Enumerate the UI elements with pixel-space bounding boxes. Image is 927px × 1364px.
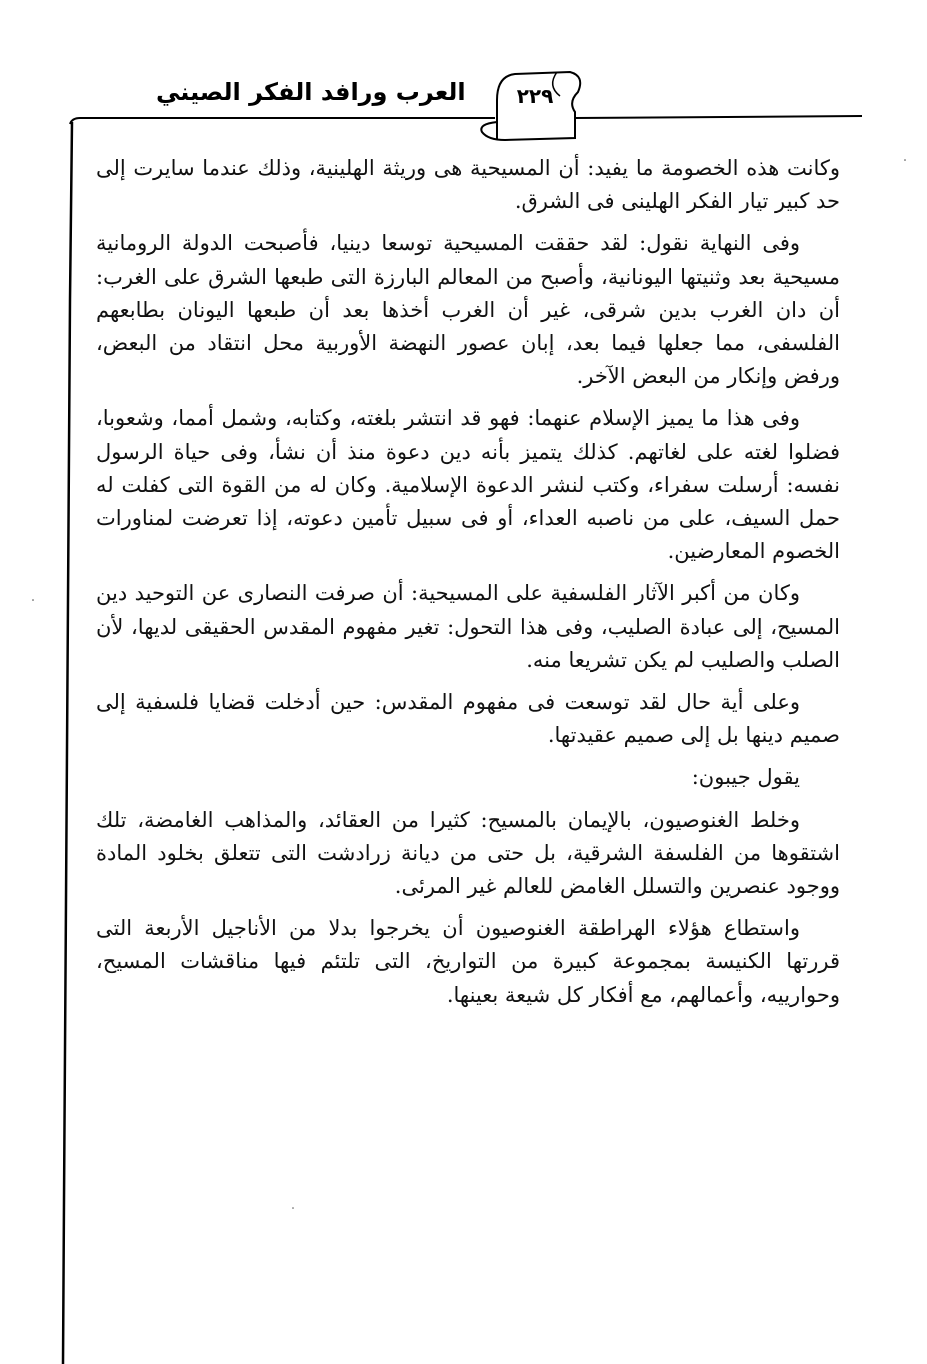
running-book-title: العرب ورافد الفكر الصيني	[156, 78, 466, 106]
paragraph: واستطاع هؤلاء الهراطقة الغنوصيون أن يخرجوا بدلا من الأناجيل الأربعة التى قررتها الكنيسة بمجموعة كبيرة من التواريخ، التى تلتئم فيها مناقشات المسيح، وحوارييه، وأعمالهم، مع أفكار كل شيعة بعينها.	[96, 916, 840, 1007]
body-text	[96, 152, 840, 1021]
paragraph: وعلى أية حال لقد توسعت فى مفهوم المقدس: حين أدخلت قضايا فلسفية إلى صميم دينها بل إلى صميم عقيدتها.	[96, 690, 840, 748]
paragraph: وفى هذا ما يميز الإسلام عنهما: فهو قد انتشر بلغته، وكتابه، وشمل أمما، وشعوبا، فضلوا لغته على لغاتهم. كذلك يتميز بأنه دين دعوة منذ أن نشأ، وفى حياة الرسول نفسه: أرسلت سفراء، وكتب لنشر الدعوة الإسلامية. وكان له من القوة التى كفلت له حمل السيف، على من ناصبه العداء، أو فى سبيل تأمين دعوته، إذا تعرضت لمناورات الخصوم المعارضين.	[96, 406, 840, 564]
paragraph: وخلط الغنوصيون، بالإيمان بالمسيح: كثيرا من العقائد، والمذاهب الغامضة، تلك اشتقوها من الفلسفة الشرقية، بل حتى من ديانة زرادشت التى تتعلق بخلود المادة ووجود عنصرين والتسلل الغامض للعالم غير المرئى.	[96, 807, 840, 899]
paragraph: يقول جيبون:	[691, 765, 800, 790]
paragraph: وفى النهاية نقول: لقد حققت المسيحية توسعا دينيا، فأصبحت الدولة الرومانية مسيحية بعد وثنيتها اليونانية، وأصبح من المعالم البارزة التى طبعها الشرق على الغرب: أن دان الغرب بدين شرقى، غير أن الغرب أخذها بعد أن طبعها اليونان بطابعهم الفلسفى، مما جعلها فيما بعد، إبان عصور النهضة الأوربية محل انتقاد من البعض، ورفض وإنكار من البعض الآخر.	[96, 231, 840, 389]
page-number: ٢٢٩	[516, 84, 554, 108]
paragraph: وكانت هذه الخصومة ما يفيد: أن المسيحية هى وريثة الهلينية، وذلك عندما سايرت إلى حد كبير تيار الفكر الهلينى فى الشرق.	[96, 156, 840, 214]
page-header	[70, 66, 860, 146]
paragraph: وكان من أكبر الآثار الفلسفية على المسيحية: أن صرفت النصارى عن التوحيد دين المسيح، إلى عبادة الصليب، وفى هذا التحول: تغير مفهوم المقدس الحقيقى لديها، لأن الصلب والصليب لم يكن تشريعا منه.	[96, 581, 840, 672]
